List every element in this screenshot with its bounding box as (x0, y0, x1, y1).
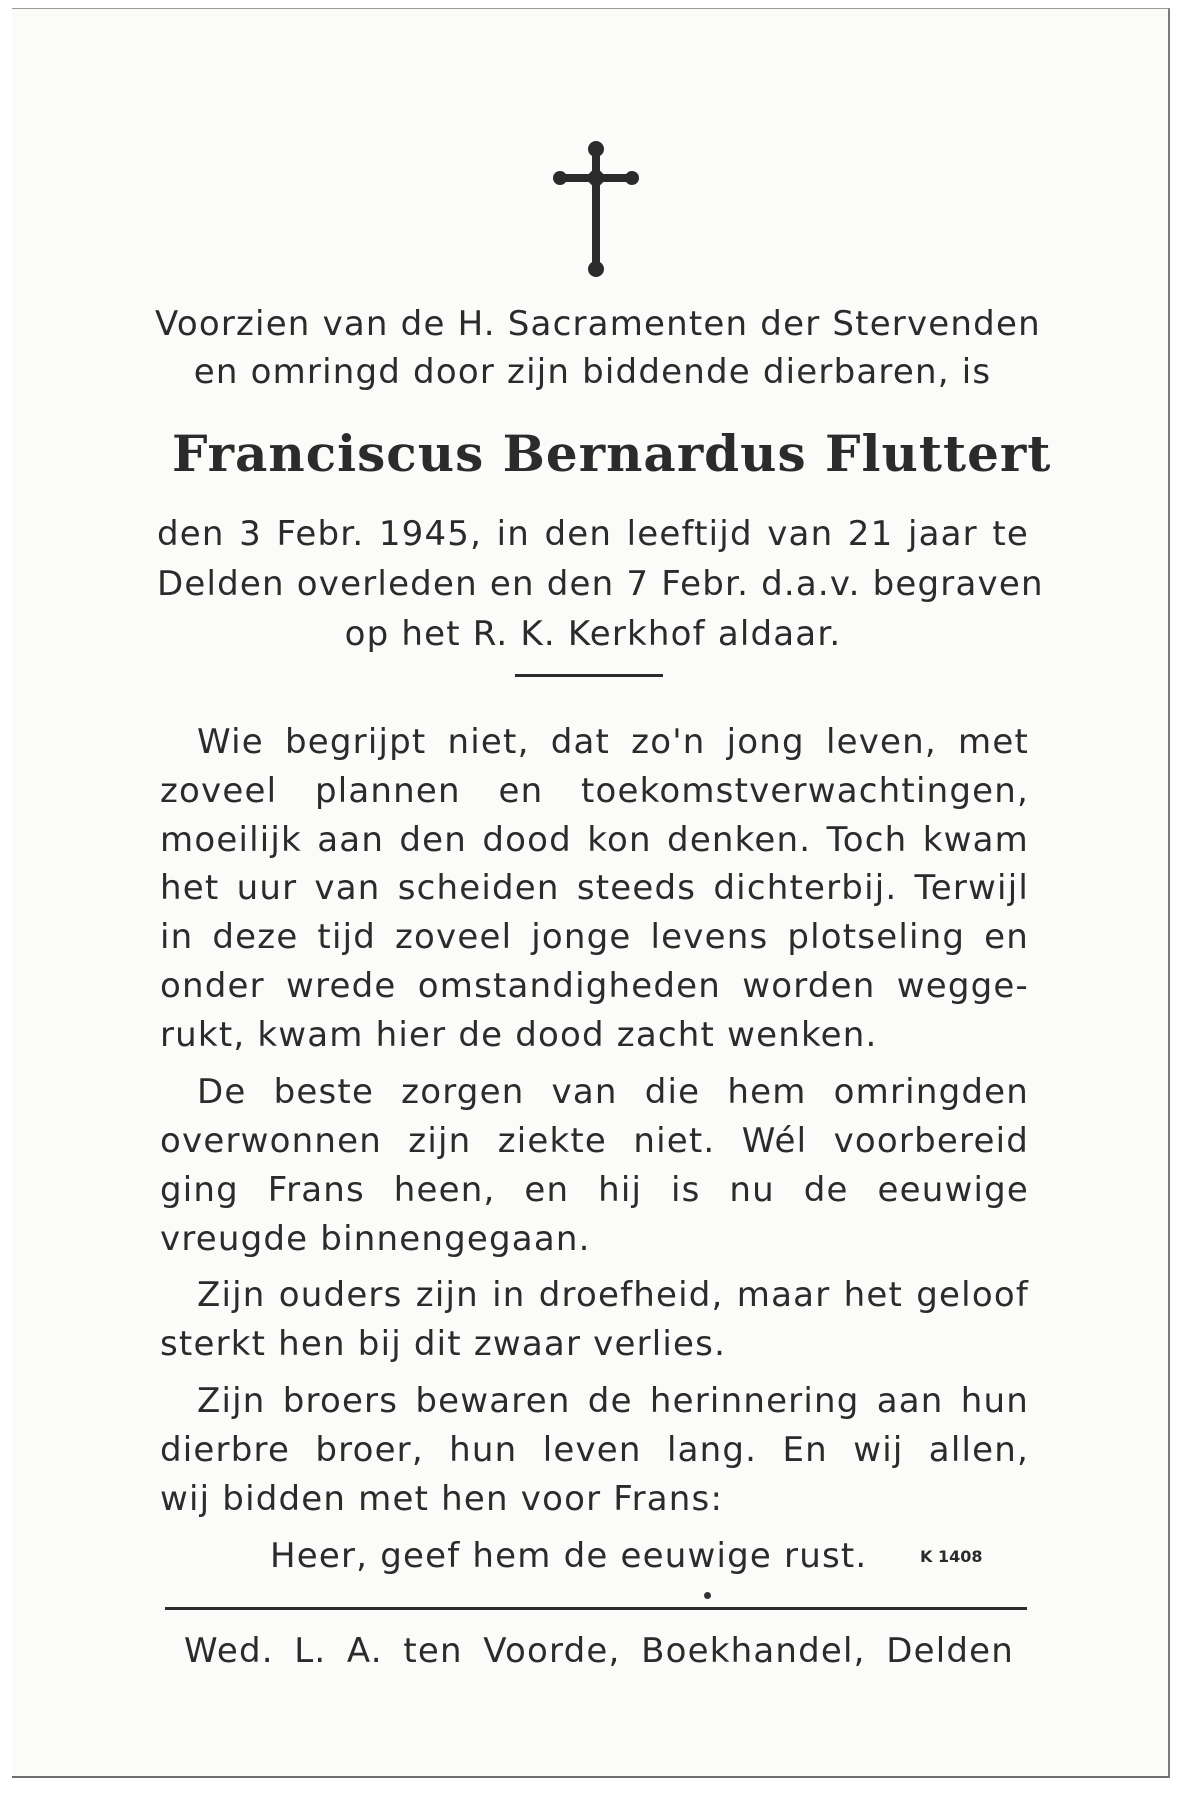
para1-line-4: het uur van scheiden steeds dichterbij. Terwijl (160, 868, 1029, 908)
death-line-1: den 3 Febr. 1945, in den leeftijd van 21 jaar te (157, 514, 1029, 554)
short-divider (515, 674, 663, 677)
para2-line-4: vreugde binnengegaan. (160, 1219, 591, 1259)
para2-line-2: overwonnen zijn ziekte niet. Wél voorbereid (160, 1121, 1029, 1161)
para1-line-1: Wie begrijpt niet, dat zo'n jong leven, met (197, 722, 1029, 762)
prayer-line: Heer, geef hem de eeuwige rust. (270, 1536, 868, 1576)
memorial-card (12, 8, 1170, 1778)
para1-line-5: in deze tijd zoveel jonge levens plotseling en (160, 917, 1029, 957)
para3-line-2: sterkt hen bij dit zwaar verlies. (160, 1324, 727, 1364)
death-line-3: op het R. K. Kerkhof aldaar. (344, 614, 842, 654)
para4-line-2: dierbre broer, hun leven lang. En wij allen, (160, 1430, 1029, 1470)
para4-line-1: Zijn broers bewaren de herinnering aan hun (197, 1381, 1029, 1421)
para1-line-7: rukt, kwam hier de dood zacht wenken. (160, 1015, 878, 1055)
para2-line-1: De beste zorgen van die hem omringden (197, 1072, 1029, 1112)
ornament-dot (704, 1592, 711, 1599)
printer-line: Wed. L. A. ten Voorde, Boekhandel, Delden (184, 1631, 1014, 1671)
death-line-2: Delden overleden en den 7 Febr. d.a.v. begraven (157, 564, 1044, 604)
intro-line-2: en omringd door zijn biddende dierbaren, is (193, 352, 992, 392)
long-divider (165, 1607, 1027, 1610)
intro-line-1: Voorzien van de H. Sacramenten der Stervenden (155, 304, 1041, 344)
para1-line-6: onder wrede omstandigheden worden wegge- (160, 966, 1029, 1006)
deceased-name: Franciscus Bernardus Fluttert (172, 424, 1052, 483)
para2-line-3: ging Frans heen, en hij is nu de eeuwige (160, 1170, 1029, 1210)
para4-line-3: wij bidden met hen voor Frans: (160, 1479, 724, 1519)
cross-icon (552, 137, 640, 277)
print-code: K 1408 (920, 1547, 983, 1566)
para3-line-1: Zijn ouders zijn in droefheid, maar het geloof (197, 1275, 1029, 1315)
para1-line-2: zoveel plannen en toekomstverwachtingen, (160, 771, 1029, 811)
para1-line-3: moeilijk aan den dood kon denken. Toch kwam (160, 820, 1029, 860)
